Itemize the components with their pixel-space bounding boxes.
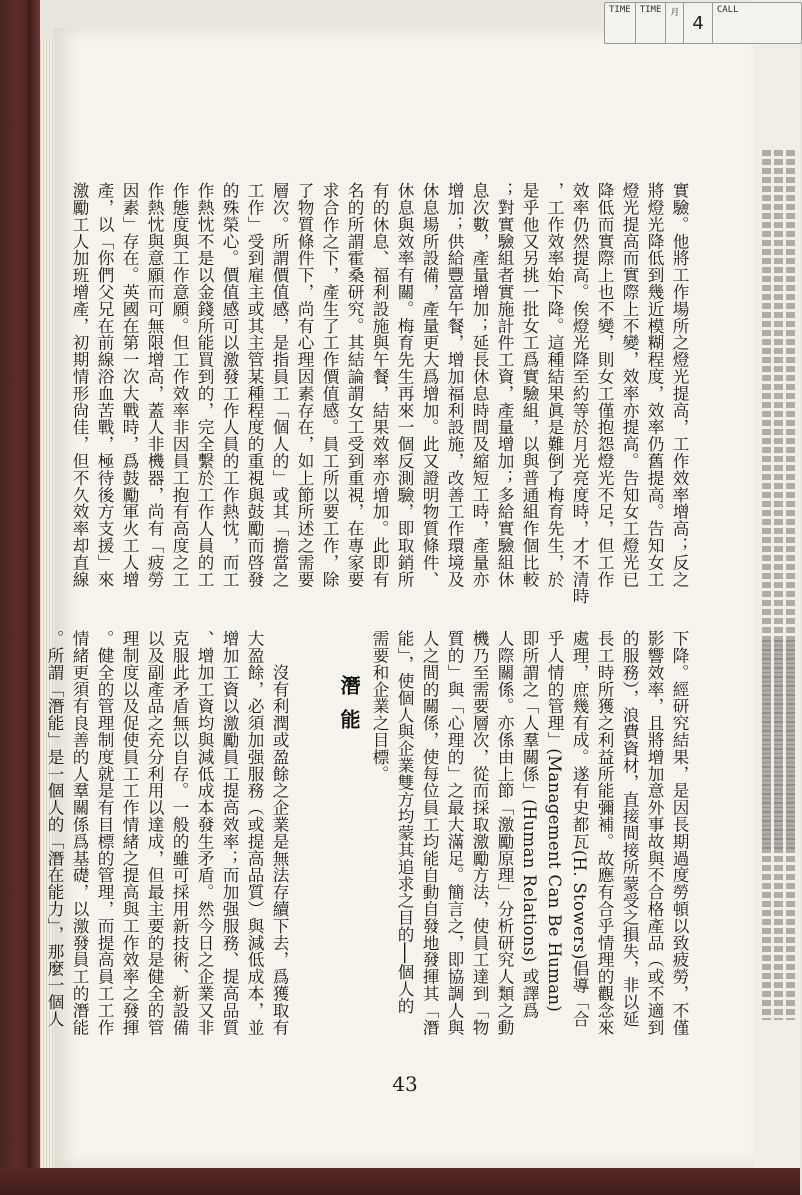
stamp-cell-edge bbox=[713, 3, 743, 43]
text-column-line: 層次。所謂價值感，是指員工「個人的」或其「擔當之 bbox=[270, 182, 289, 588]
text-column-line: 機乃至需要層次，從而採取激勵方法，使員工達到「物 bbox=[470, 630, 489, 1036]
book-cover-bottom bbox=[0, 1168, 800, 1195]
text-column-line bbox=[342, 630, 367, 1070]
text-column-line: 即所謂之「人羣關係」(Human Relations) 或譯爲 bbox=[520, 630, 539, 1019]
text-column-line: 增加工資以激勵員工提高效率；而加强服務、提高品質 bbox=[220, 630, 239, 1036]
body-text-lower-block bbox=[45, 630, 692, 1070]
text-column-line: 克服此矛盾無以自存。一般的雖可採用新技術、新設備 bbox=[170, 630, 189, 1036]
text-column-line bbox=[317, 630, 342, 1070]
stamp-handwritten-text: 4 bbox=[692, 12, 704, 34]
text-column-line: 降低而實際上也不變，則女工僅抱怨燈光不足，但工作 bbox=[595, 182, 614, 588]
text-column-line: 。所謂「潛能」是一個人的「潛在能力」，那麼一個人 bbox=[45, 630, 64, 1028]
text-column-line: 休息場所設備，產量更大爲增加。此又證明物質條件、 bbox=[420, 182, 439, 588]
text-column-line: 激勵工人加班增產，初期情形尙佳，但不久效率却直線 bbox=[70, 182, 89, 588]
stamp-cell-month bbox=[666, 3, 684, 43]
text-column-line: 作熱忱不是以金錢所能買到的，完全繫於工作人員的工 bbox=[195, 182, 214, 588]
text-column-line: 需要和企業之目標。 bbox=[370, 630, 389, 783]
text-column-line: 休息與效率有關。梅育先生再來一個反測驗，即取銷所 bbox=[395, 182, 414, 588]
text-column-line: 名的所謂霍桑研究。其結論謂女工受到重視，在專家要 bbox=[345, 182, 364, 588]
text-column-line: 人之間的關係，使每位員工均能自動自發地發揮其「潛 bbox=[420, 630, 439, 1036]
text-column-line: 了物質條件下，尚有心理因素存在，如上節所述之需要 bbox=[295, 182, 314, 588]
stamp-handwritten-mark bbox=[684, 3, 712, 43]
text-column-line: 下降。經研究結果，是因長期過度勞頓以致疲勞，不僅 bbox=[670, 630, 689, 1036]
library-date-stamp bbox=[604, 2, 802, 44]
text-column-line: 處理，庶幾有成。遂有史都瓦(H. Stowers)倡導「合 bbox=[570, 630, 589, 1028]
text-column-line: 質的」與「心理的」之最大滿足。簡言之，即協調人與 bbox=[445, 630, 464, 1036]
text-column-line: 人際關係。亦係由上節「激勵原理」分析研究人類之動 bbox=[495, 630, 514, 1036]
text-column-line: 求合作之下，產生了工作價值感。員工所以要工作，除 bbox=[320, 182, 339, 588]
text-column-line: 因素」存在。英國在第一次大戰時，爲鼓勵軍火工人增 bbox=[120, 182, 139, 588]
text-column-line: 有的休息、福利設施與午餐，結果效率亦增加。此即有 bbox=[370, 182, 389, 588]
page-number: 43 bbox=[392, 1072, 418, 1096]
text-column-line: 工作」受到雇主或其主管某種程度的重視與鼓勵而啓發 bbox=[245, 182, 264, 588]
section-heading: 潛能 bbox=[337, 675, 361, 743]
text-column-line: 的服務），浪費資材，直接間接所蒙受之損失，非以延 bbox=[620, 630, 639, 1028]
text-column-line: 乎人情的管理」(Management Can Be Human) bbox=[545, 630, 564, 1013]
text-column-line: 沒有利潤或盈餘之企業是無法存續下去，爲獲取有 bbox=[270, 630, 289, 1036]
text-column-line: 燈光提高而實際上不變，效率亦提高。告知女工燈光已 bbox=[620, 182, 639, 588]
text-column-line bbox=[292, 630, 317, 1070]
text-column-line: 實驗。他將工作場所之燈光提高，工作效率增高；反之 bbox=[670, 182, 689, 588]
text-column-line: 效率仍然提高。俟燈光降至約等於月光亮度時，才不清時 bbox=[570, 182, 589, 605]
text-column-line: 理制度以及促使員工工作情緒之提高與工作效率之發揮 bbox=[120, 630, 139, 1036]
stamp-label: TIME bbox=[639, 5, 662, 15]
stamp-label: TIME bbox=[609, 5, 631, 15]
text-column-line: 情緒更須有良善的人羣關係爲基礎，以激發員工的潛能 bbox=[70, 630, 89, 1036]
stamp-cell-time-1 bbox=[605, 3, 636, 43]
text-column-line: 影響效率，且將增加意外事故與不合格產品（或不適到 bbox=[645, 630, 664, 1036]
text-column-line: 以及副產品之充分利用以達成，但最主要的是健全的管 bbox=[145, 630, 164, 1036]
text-column-line: 。健全的管理制度就是有目標的管理，而提高員工工作 bbox=[95, 630, 114, 1036]
text-column-line: 、增加工資均與減低成本發生矛盾。然今日之企業又非 bbox=[195, 630, 214, 1036]
text-column-line: 息次數，產量增加；延長休息時間及縮短工時，產量亦 bbox=[470, 182, 489, 588]
body-text-upper-block bbox=[72, 182, 692, 612]
text-column-line: 作熱忱與意願而可無限增高，蓋人非機器，尚有「疲勞 bbox=[145, 182, 164, 588]
text-column-line: 的殊榮心。價值感可以激發工作人員的工作熱忱，而工 bbox=[220, 182, 239, 588]
text-column-line: 產，以「你們父兄在前線浴血苦戰，極待後方支援」來 bbox=[95, 182, 114, 588]
stamp-label: CALL bbox=[716, 5, 739, 15]
text-column-line: 將燈光降低到幾近模糊程度，效率仍舊提高。告知女工 bbox=[645, 182, 664, 588]
stamp-cell-time-2 bbox=[636, 3, 667, 43]
text-column-line: 增加；供給豐富午餐，增加福利設施，改善工作環境及 bbox=[445, 182, 464, 588]
text-column-line: 是乎他又另挑一批女工爲實驗組，以與普通組作個比較 bbox=[520, 182, 539, 588]
text-column-line: 長工時所獲之利益所能彌補。故應有合乎情理的觀念來 bbox=[595, 630, 614, 1036]
text-column-line: 作態度與工作意願。但工作效率非因員工抱有高度之工 bbox=[170, 182, 189, 588]
stamp-label: 月 bbox=[670, 8, 680, 18]
facing-page-text-blur-lower bbox=[762, 640, 796, 1020]
text-column-line: 能」，使個人與企業雙方均蒙其追求之目的──個人的 bbox=[395, 630, 414, 1015]
text-column-line: ；對實驗組者實施計件工資，產量增加；多給實驗組休 bbox=[495, 182, 514, 588]
text-column-line: 大盈餘，必須加强服務（或提高品質）與減低成本，並 bbox=[245, 630, 264, 1036]
book-cover-inner-edge bbox=[28, 0, 40, 1195]
text-column-line: ，工作效率始下降。這種結果眞是難倒了梅育先生，於 bbox=[545, 182, 564, 588]
